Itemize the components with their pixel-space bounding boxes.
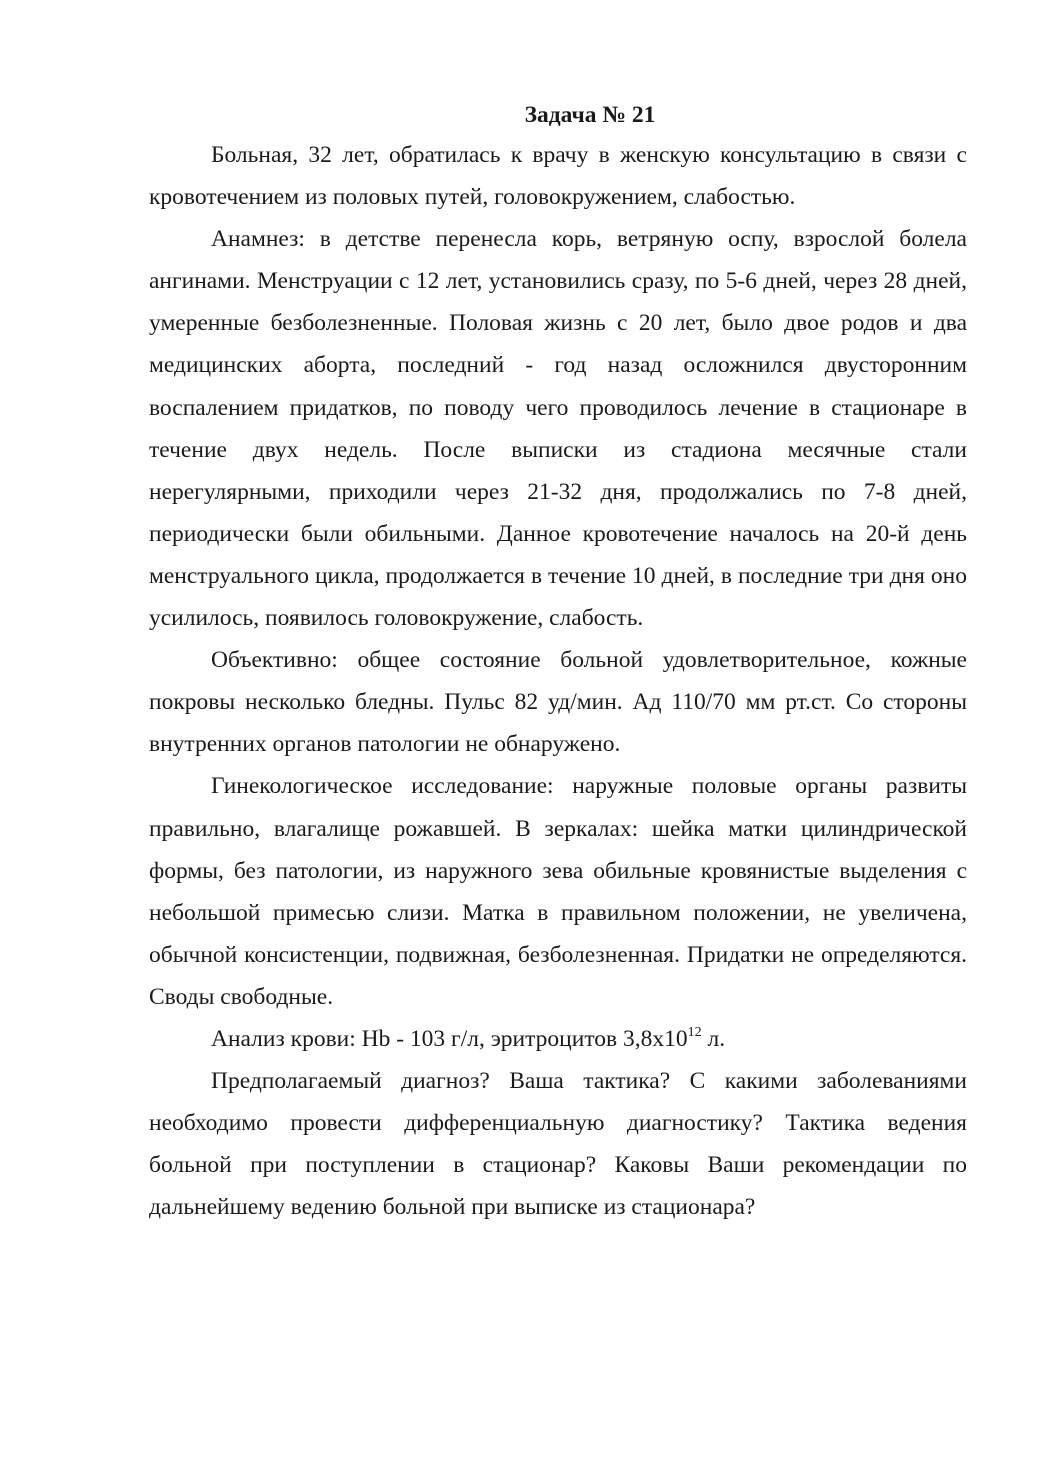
paragraph-objective: Объективно: общее состояние больной удовлетворительное, кожные покровы несколько бледны. Пульс 82 уд/мин. Ад 110/70 мм рт.ст. Со стороны внутренних органов патологии не обнаружено. — [149, 647, 967, 758]
paragraph-questions: Предполагаемый диагноз? Ваша тактика? С какими заболеваниями необходимо провести дифференциальную диагностику? Тактика ведения больной при поступлении в стационар? Каковы Ваши рекомендации по дальнейшему ведению больной при выписке из стационара? — [149, 1068, 967, 1221]
paragraph-complaint: Больная, 32 лет, обратилась к врачу в женскую консультацию в связи с кровотечением из половых путей, головокружением, слабостью. — [149, 142, 967, 211]
paragraph-blood-test — [149, 1018, 967, 1060]
paragraph-anamnesis: Анамнез: в детстве перенесла корь, ветряную оспу, взрослой болела ангинами. Менструации с 12 лет, установились сразу, по 5-6 дней, через 28 дней, умеренные безболезненные. Половая жизнь с 20 лет, было двое родов и два медицинских аборта, последний - год назад осложнился двусторонним воспалением придатков, по поводу чего проводилось лечение в стационаре в течение двух недель. После выписки из стадиона месячные стали нерегулярными, приходили через 21-32 дня, продолжались по 7-8 дней, периодически были обильными. Данное кровотечение началось на 20-й день менструального цикла, продолжается в течение 10 дней, в последние три дня оно усилилось, появилось головокружение, слабость. — [149, 226, 967, 632]
blood-test-text: Анализ крови: Hb - 103 г/л, эритроцитов 3,8х10 — [211, 1025, 688, 1052]
blood-test-unit: л. — [701, 1025, 726, 1052]
task-title: Задача № 21 — [524, 102, 656, 128]
paragraph-gynecological: Гинекологическое исследование: наружные половые органы развиты правильно, влагалище рожавшей. В зеркалах: шейка матки цилиндрической формы, без патологии, из наружного зева обильные кровянистые выделения с небольшой примесью слизи. Матка в правильном положении, не увеличена, обычной консистенции, подвижная, безболезненная. Придатки не определяются. Своды свободные. — [149, 773, 967, 1010]
blood-test-exponent: 12 — [687, 1024, 702, 1040]
document-page — [149, 98, 967, 1228]
